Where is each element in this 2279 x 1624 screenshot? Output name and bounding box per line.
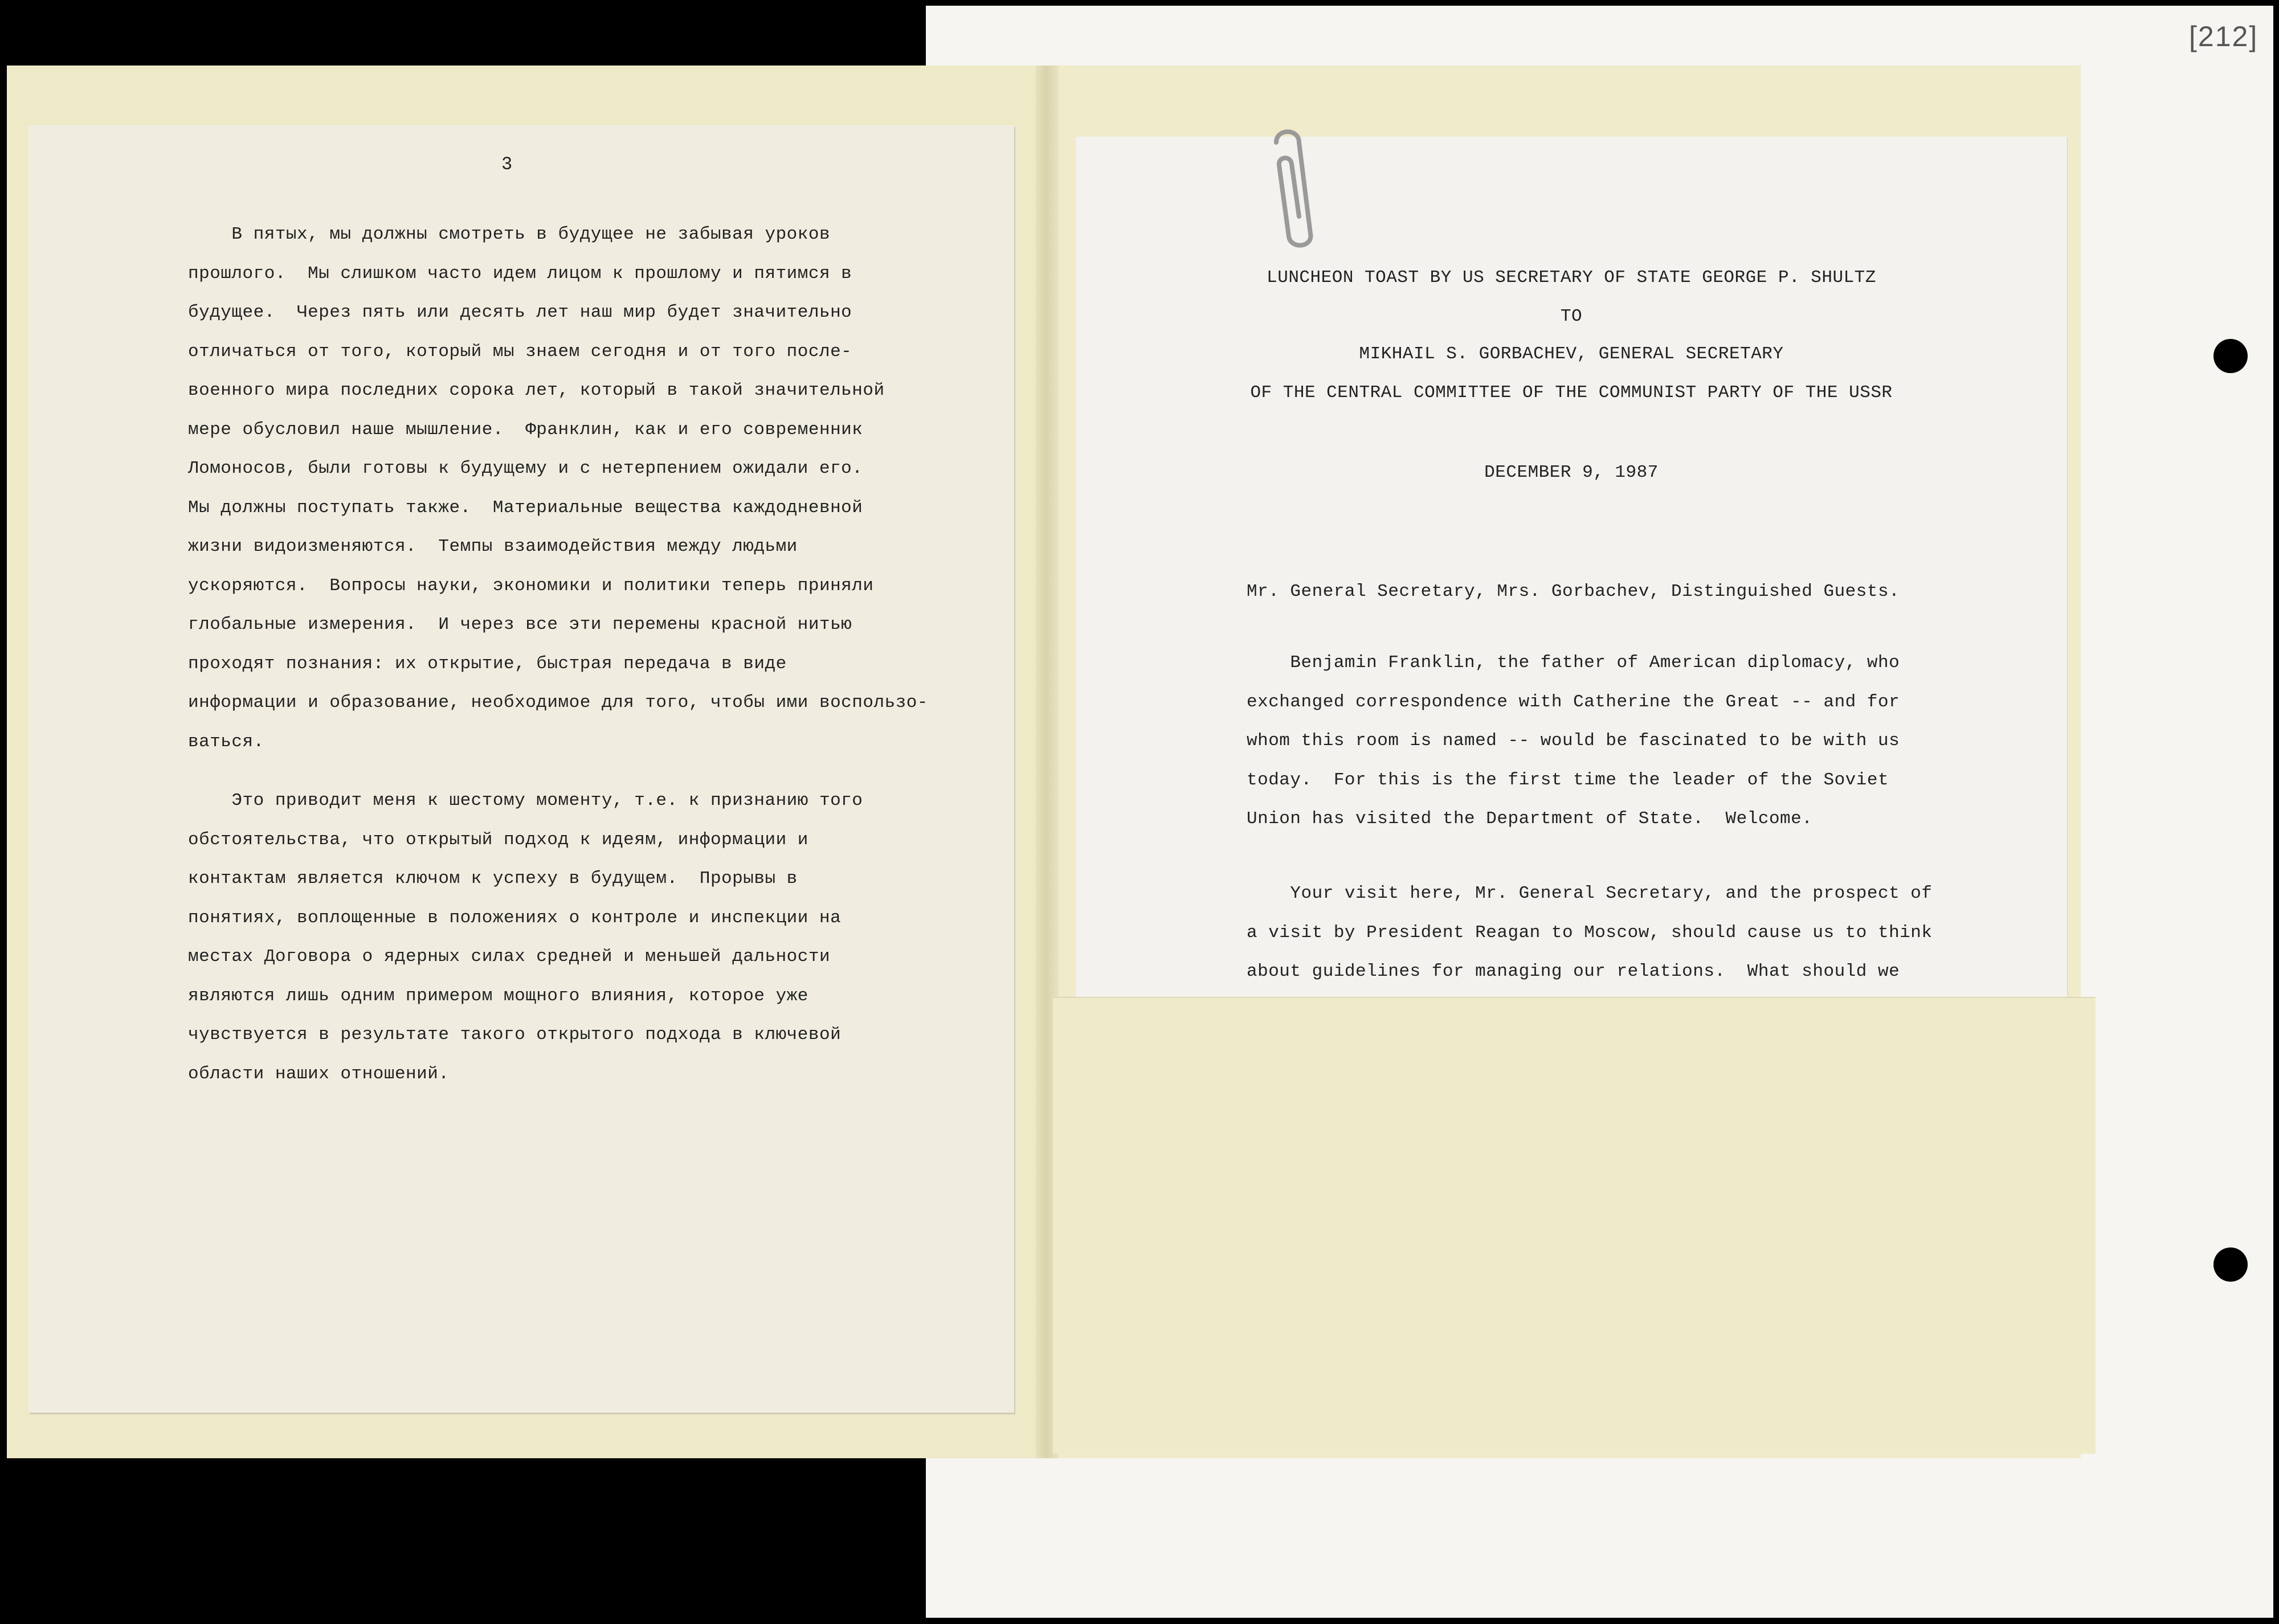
english-p1-line-4: today. For this is the first time the leader of the Soviet xyxy=(1247,770,1889,790)
russian-p1-line-7: Ломоносов, были готовы к будущему и с нетерпением ожидали его. xyxy=(188,459,863,478)
title-line-4: OF THE CENTRAL COMMITTEE OF THE COMMUNIST PARTY OF THE USSR xyxy=(1250,383,1893,403)
english-p2-line-2: a visit by President Reagan to Moscow, should cause us to think xyxy=(1247,922,1933,943)
russian-p2-line-1: Это приводит меня к шестому моменту, т.е. к признанию того xyxy=(188,791,863,811)
russian-p1-line-10: ускоряются. Вопросы науки, экономики и политики теперь приняли xyxy=(188,575,874,596)
page-number: 3 xyxy=(501,154,513,175)
russian-p1-line-14: ваться. xyxy=(188,731,264,752)
english-paragraph-2 xyxy=(1247,874,1933,992)
russian-p1-line-3: будущее. Через пять или десять лет наш мир будет значительно xyxy=(188,302,852,322)
russian-p1-line-4: отличаться от того, который мы знаем сегодня и от того после- xyxy=(188,341,852,362)
russian-p2-line-5: местах Договора о ядерных силах средней и меньшей дальности xyxy=(188,947,831,967)
russian-paragraph-2 xyxy=(188,782,863,1094)
paperclip-icon xyxy=(1259,125,1328,251)
russian-p1-line-12: проходят познания: их открытие, быстрая передача в виде xyxy=(188,653,787,674)
english-p1-line-1: Benjamin Franklin, the father of American diplomacy, who xyxy=(1247,653,1900,673)
russian-p1-line-11: глобальные измерения. И через все эти перемены красной нитью xyxy=(188,615,852,635)
english-p1-line-3: whom this room is named -- would be fascinated to be with us xyxy=(1247,731,1900,751)
english-p2-line-1: Your visit here, Mr. General Secretary, and the prospect of xyxy=(1247,883,1933,903)
russian-p2-line-6: являются лишь одним примером мощного влияния, которое уже xyxy=(188,985,808,1006)
russian-p2-line-4: понятиях, воплощенные в положениях о контроле и инспекции на xyxy=(188,907,842,928)
english-paragraph-1 xyxy=(1247,644,1900,839)
russian-p1-line-1: В пятых, мы должны смотреть в будущее не забывая уроков xyxy=(188,224,831,244)
english-p1-line-2: exchanged correspondence with Catherine the Great -- and for xyxy=(1247,692,1900,712)
title-line-3: MIKHAIL S. GORBACHEV, GENERAL SECRETARY xyxy=(1359,344,1784,364)
punch-hole-top xyxy=(2213,339,2248,373)
russian-p1-line-5: военного мира последних сорока лет, который в такой значительной xyxy=(188,381,885,400)
russian-p1-line-9: жизни видоизменяются. Темпы взаимодействия между людьми xyxy=(188,537,798,557)
russian-p2-line-7: чувствуется в результате такого открытого подхода в ключевой xyxy=(188,1025,842,1045)
russian-paragraph-1 xyxy=(188,215,928,762)
folder-pocket xyxy=(1053,997,2096,1454)
salutation: Mr. General Secretary, Mrs. Gorbachev, Distinguished Guests. xyxy=(1247,582,1900,602)
punch-hole-bottom xyxy=(2213,1247,2248,1282)
russian-p1-line-8: Мы должны поступать также. Материальные вещества каждодневной xyxy=(188,497,863,518)
russian-p2-line-2: обстоятельства, что открытый подход к идеям, информации и xyxy=(188,829,808,850)
russian-p1-line-6: мере обусловил наше мышление. Франклин, как и его современник xyxy=(188,419,863,440)
english-p2-line-3: about guidelines for managing our relations. What should we xyxy=(1247,962,1900,981)
title-line-1: LUNCHEON TOAST BY US SECRETARY OF STATE GEORGE P. SHULTZ xyxy=(1267,268,1876,288)
english-text-page xyxy=(1076,137,2067,1003)
russian-p1-line-2: прошлого. Мы слишком часто идем лицом к прошлому и пятимся в xyxy=(188,263,852,284)
english-p1-line-5: Union has visited the Department of State. Welcome. xyxy=(1247,809,1813,829)
archive-number: [212] xyxy=(2189,21,2258,52)
russian-p2-line-3: контактам является ключом к успеху в будущем. Прорывы в xyxy=(188,869,798,889)
title-line-2: TO xyxy=(1560,306,1583,326)
russian-p1-line-13: информации и образование, необходимое для того, чтобы ими воспользо- xyxy=(188,693,929,713)
document-date: DECEMBER 9, 1987 xyxy=(1484,463,1659,482)
russian-p2-line-8: области наших отношений. xyxy=(188,1063,450,1084)
